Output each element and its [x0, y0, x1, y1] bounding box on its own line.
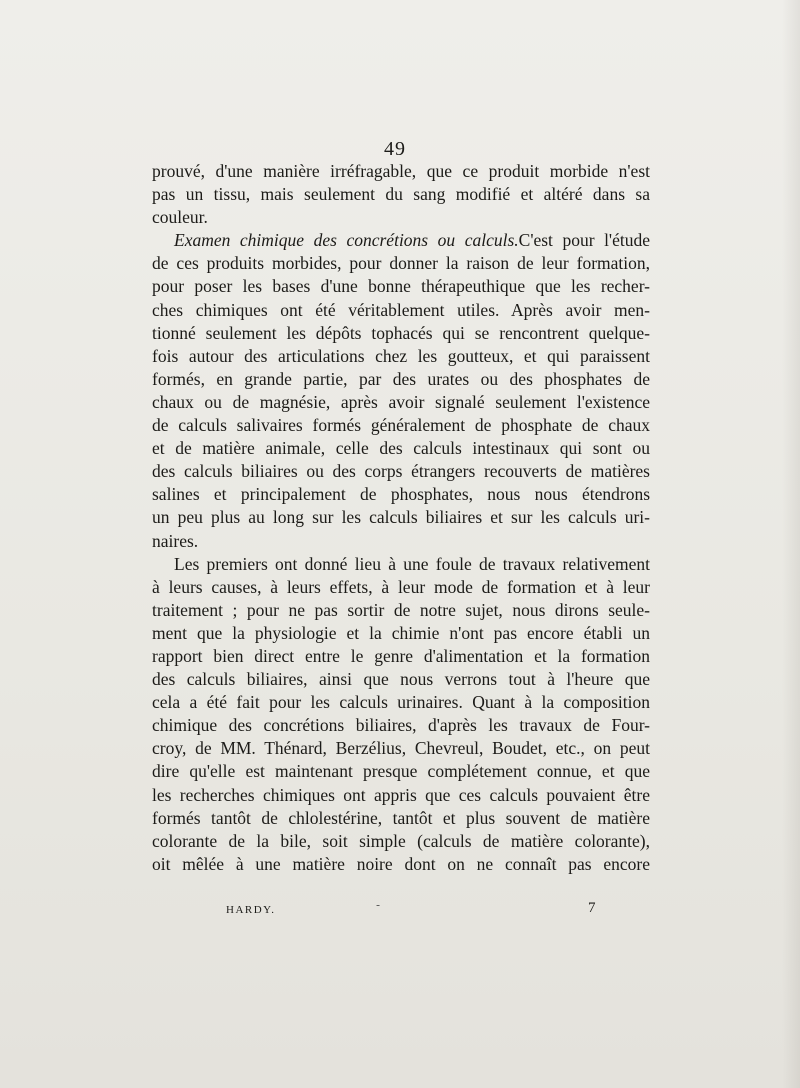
text-line: fois autour des articulations chez les goutteux, et qui paraissent — [152, 345, 650, 366]
text-line: croy, de MM. Thénard, Berzélius, Chevreul, Boudet, etc., on peut — [152, 738, 650, 759]
text-line: colorante de la bile, soit simple (calculs de matière colorante), — [152, 830, 650, 851]
sheet-number: 7 — [588, 900, 596, 916]
text-line: tionné seulement les dépôts tophacés qui se rencontrent quelque- — [152, 322, 650, 343]
text-line: pour poser les bases d'une bonne thérapeuthique que les recher- — [152, 276, 650, 297]
text-line: ment que la physiologie et la chimie n'ont pas encore établi un — [152, 622, 650, 643]
text-line: et de matière animale, celle des calculs intestinaux qui sont ou — [152, 438, 650, 459]
text-line: oit mêlée à une matière noire dont on ne connaît pas encore — [152, 853, 650, 874]
text-line: ches chimiques ont été véritablement utiles. Après avoir men- — [152, 299, 650, 320]
text-line: chaux ou de magnésie, après avoir signalé seulement l'existence — [152, 391, 650, 412]
page-number: 49 — [384, 138, 406, 160]
text-line: des calculs biliaires ou des corps étrangers recouverts de matières — [152, 461, 650, 482]
text-line: à leurs causes, à leurs effets, à leur mode de formation et à leur — [152, 576, 650, 597]
text-line: chimique des concrétions biliaires, d'après les travaux de Four- — [152, 715, 650, 736]
body-text — [152, 160, 650, 876]
text-line: un peu plus au long sur les calculs biliaires et sur les calculs uri- — [152, 507, 650, 528]
text-line: Les premiers ont donné lieu à une foule de travaux relativement — [174, 553, 650, 574]
text-line: de calculs salivaires formés généralement de phosphate de chaux — [152, 415, 650, 436]
footer-mark: - — [376, 898, 381, 912]
text-line: les recherches chimiques ont appris que ces calculs pouvaient être — [152, 784, 650, 805]
section-heading: Examen chimique des concrétions ou calculs. — [174, 230, 519, 251]
text-line: des calculs biliaires, ainsi que nous verrons tout à l'heure que — [152, 669, 650, 690]
printer-signature: HARDY. — [226, 904, 276, 916]
text-line: rapport bien direct entre le genre d'alimentation et la formation — [152, 645, 650, 666]
text-line: dire qu'elle est maintenant presque complétement connue, et que — [152, 761, 650, 782]
text-fragment: C'est pour l'étude — [518, 230, 650, 251]
text-line: formés, en grande partie, par des urates ou des phosphates de — [152, 368, 650, 389]
text-line: formés tantôt de chlolestérine, tantôt et plus souvent de matière — [152, 807, 650, 828]
text-line: cela a été fait pour les calculs urinaires. Quant à la composition — [152, 692, 650, 713]
text-line: couleur. — [152, 207, 208, 228]
text-line: pas un tissu, mais seulement du sang modifié et altéré dans sa — [152, 184, 650, 205]
text-line: prouvé, d'une manière irréfragable, que ce produit morbide n'est — [152, 161, 650, 181]
text-line: traitement ; pour ne pas sortir de notre sujet, nous dirons seule- — [152, 599, 650, 620]
text-line: salines et principalement de phosphates, nous nous étendrons — [152, 484, 650, 505]
section-heading-line — [152, 229, 650, 252]
text-line: de ces produits morbides, pour donner la raison de leur formation, — [152, 253, 650, 274]
text-line: naires. — [152, 530, 199, 551]
